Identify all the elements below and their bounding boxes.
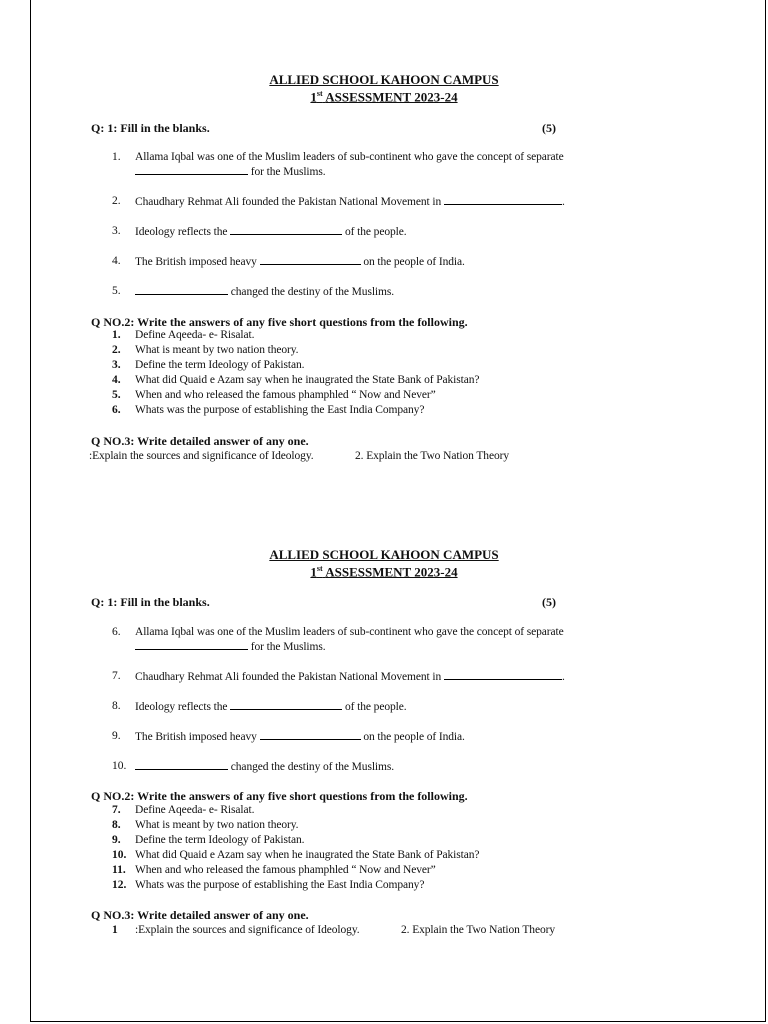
short-question-number: 6. <box>112 404 121 416</box>
short-question-text: When and who released the famous phamphled “ Now and Never” <box>135 864 436 876</box>
fill-item-number: 6. <box>112 626 121 638</box>
short-question-text: Define Aqeeda- e- Risalat. <box>135 329 255 341</box>
short-question-number: 7. <box>112 804 121 816</box>
fill-item-number: 9. <box>112 730 121 742</box>
fill-item-text: changed the destiny of the Muslims. <box>135 760 394 773</box>
answer-blank <box>444 670 562 680</box>
answer-blank <box>135 640 248 650</box>
short-question-number: 2. <box>112 344 121 356</box>
fill-item-number: 5. <box>112 285 121 297</box>
fill-item-continuation: for the Muslims. <box>135 640 326 653</box>
detailed-question-number: 1 <box>112 924 118 936</box>
short-question-text: What is meant by two nation theory. <box>135 344 299 356</box>
detailed-question-option-1: :Explain the sources and significance of Ideology. <box>89 450 314 462</box>
fill-item-number: 8. <box>112 700 121 712</box>
assessment-title: 1st ASSESSMENT 2023-24 <box>310 89 458 105</box>
fill-item-number: 10. <box>112 760 127 772</box>
short-question-number: 5. <box>112 389 121 401</box>
detailed-question-option-2: 2. Explain the Two Nation Theory <box>355 450 509 462</box>
school-title: ALLIED SCHOOL KAHOON CAMPUS <box>269 547 499 562</box>
short-question-number: 11. <box>112 864 126 876</box>
answer-blank <box>135 285 228 295</box>
answer-blank <box>444 195 562 205</box>
short-question-number: 12. <box>112 879 127 891</box>
answer-blank <box>230 700 342 710</box>
fill-item-text: Ideology reflects the of the people. <box>135 226 407 238</box>
q3-heading: Q NO.3: Write detailed answer of any one. <box>91 434 309 448</box>
fill-item-number: 3. <box>112 225 121 237</box>
short-question-text: What did Quaid e Azam say when he inaugrated the State Bank of Pakistan? <box>135 849 480 861</box>
fill-item-text: Chaudhary Rehmat Ali founded the Pakistan National Movement in . <box>135 196 565 208</box>
short-question-text: What did Quaid e Azam say when he inaugrated the State Bank of Pakistan? <box>135 374 480 386</box>
q2-heading: Q NO.2: Write the answers of any five short questions from the following. <box>91 789 468 803</box>
answer-blank <box>230 225 342 235</box>
fill-item-text: Allama Iqbal was one of the Muslim leaders of sub-continent who gave the concept of separate <box>135 151 564 163</box>
detailed-question-option-1: :Explain the sources and significance of Ideology. <box>135 924 360 936</box>
fill-item-text: The British imposed heavy on the people of India. <box>135 731 465 743</box>
short-question-number: 10. <box>112 849 127 861</box>
q1-heading: Q: 1: Fill in the blanks. <box>91 121 210 135</box>
short-question-text: Define the term Ideology of Pakistan. <box>135 359 305 371</box>
q2-heading: Q NO.2: Write the answers of any five short questions from the following. <box>91 315 468 329</box>
fill-item-text: changed the destiny of the Muslims. <box>135 285 394 298</box>
fill-item-text: Ideology reflects the of the people. <box>135 701 407 713</box>
answer-blank <box>135 760 228 770</box>
short-question-text: Whats was the purpose of establishing the East India Company? <box>135 404 425 416</box>
answer-blank <box>135 165 248 175</box>
q1-marks: (5) <box>542 121 556 135</box>
short-question-number: 9. <box>112 834 121 846</box>
fill-item-continuation: for the Muslims. <box>135 165 326 178</box>
fill-item-text: Chaudhary Rehmat Ali founded the Pakistan National Movement in . <box>135 671 565 683</box>
fill-item-text: Allama Iqbal was one of the Muslim leaders of sub-continent who gave the concept of separate <box>135 626 564 638</box>
short-question-number: 8. <box>112 819 121 831</box>
short-question-text: When and who released the famous phamphled “ Now and Never” <box>135 389 436 401</box>
fill-item-text: The British imposed heavy on the people of India. <box>135 256 465 268</box>
short-question-text: Define the term Ideology of Pakistan. <box>135 834 305 846</box>
q1-heading: Q: 1: Fill in the blanks. <box>91 595 210 609</box>
fill-item-number: 2. <box>112 195 121 207</box>
fill-item-number: 7. <box>112 670 121 682</box>
short-question-text: Define Aqeeda- e- Risalat. <box>135 804 255 816</box>
short-question-number: 3. <box>112 359 121 371</box>
fill-item-number: 1. <box>112 151 121 163</box>
short-question-text: Whats was the purpose of establishing the East India Company? <box>135 879 425 891</box>
answer-blank <box>260 255 361 265</box>
short-question-number: 1. <box>112 329 121 341</box>
short-question-text: What is meant by two nation theory. <box>135 819 299 831</box>
detailed-question-option-2: 2. Explain the Two Nation Theory <box>401 924 555 936</box>
short-question-number: 4. <box>112 374 121 386</box>
q3-heading: Q NO.3: Write detailed answer of any one. <box>91 908 309 922</box>
q1-marks: (5) <box>542 595 556 609</box>
fill-item-number: 4. <box>112 255 121 267</box>
school-title: ALLIED SCHOOL KAHOON CAMPUS <box>269 72 499 87</box>
assessment-title: 1st ASSESSMENT 2023-24 <box>310 564 458 580</box>
answer-blank <box>260 730 361 740</box>
